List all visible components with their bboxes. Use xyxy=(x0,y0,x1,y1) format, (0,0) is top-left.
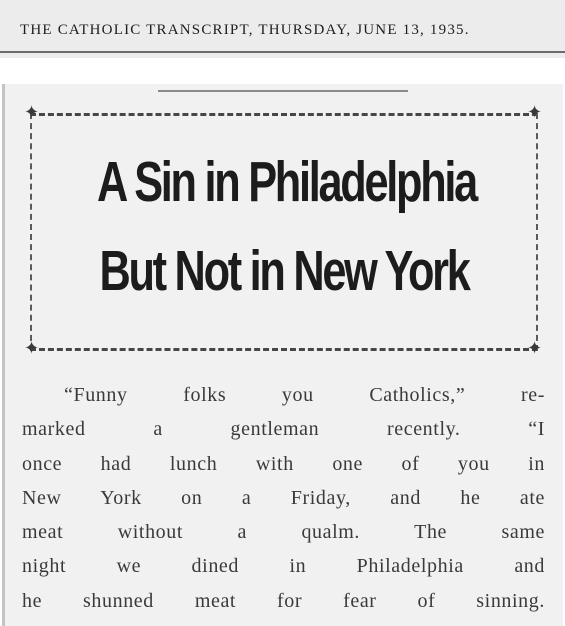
body-line-3: once had lunch with one of you in xyxy=(22,452,545,475)
body-line-5: meat without a qualm. The same xyxy=(22,521,545,544)
page-gap xyxy=(0,58,565,84)
body-line-2: marked a gentleman recently. “I xyxy=(22,418,545,441)
corner-ornament-icon: ✦ xyxy=(24,338,40,359)
article-headline xyxy=(97,138,476,316)
headline-line-1: A Sin in Philadelphia xyxy=(97,150,476,214)
corner-ornament-icon: ✦ xyxy=(527,102,543,123)
masthead-line: THE CATHOLIC TRANSCRIPT, THURSDAY, JUNE 13, 1935. xyxy=(20,22,470,38)
article-body xyxy=(22,378,545,618)
corner-ornament-icon: ✦ xyxy=(24,102,40,123)
corner-ornament-icon: ✦ xyxy=(527,338,543,359)
body-line-6: night we dined in Philadelphia and xyxy=(22,555,545,578)
body-line-7: he shunned meat for fear of sinning. xyxy=(22,589,545,612)
masthead-rule xyxy=(0,51,565,53)
column-rule xyxy=(2,84,5,626)
body-line-4: New York on a Friday, and he ate xyxy=(22,486,545,509)
top-rule xyxy=(158,90,408,92)
body-line-1: “Funny folks you Catholics,” re- xyxy=(64,384,545,406)
headline-line-2: But Not in New York xyxy=(99,239,469,303)
